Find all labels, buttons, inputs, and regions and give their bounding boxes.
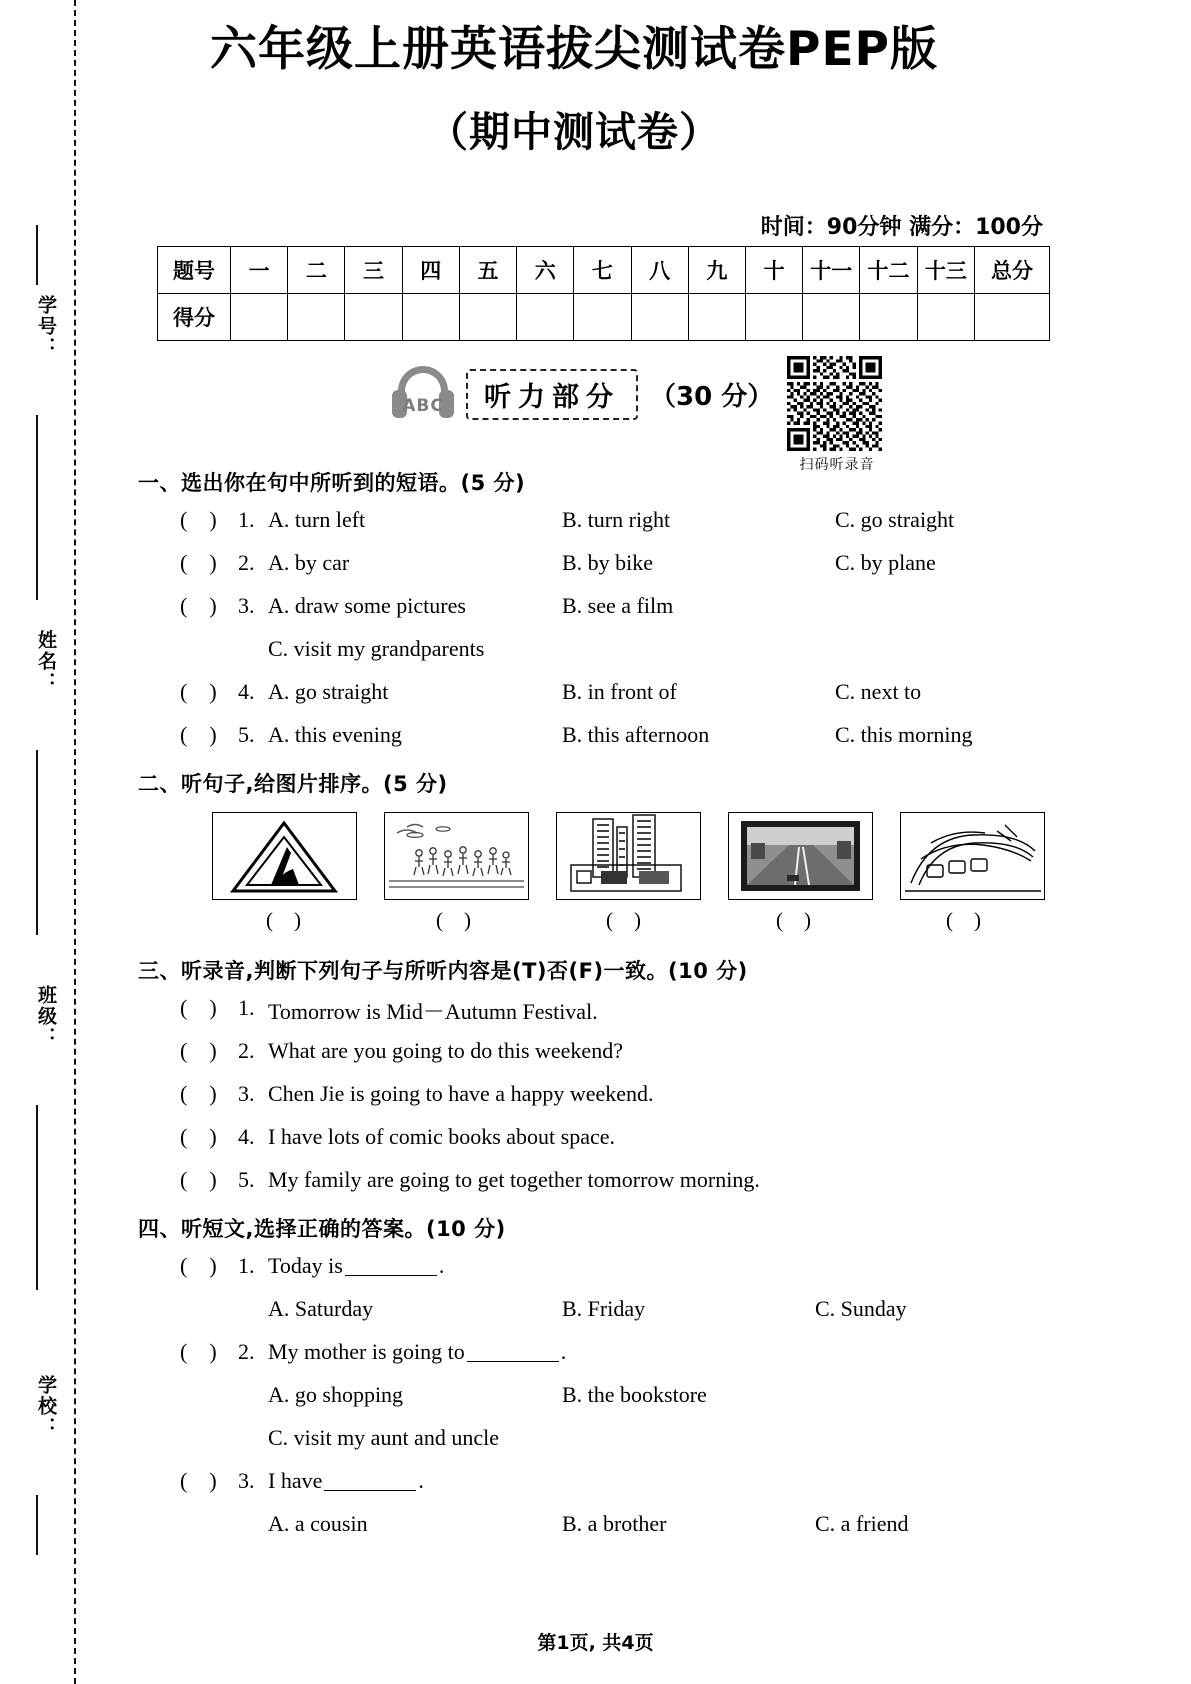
score-cell-11[interactable] — [803, 294, 860, 341]
qr-code-icon[interactable] — [787, 356, 882, 451]
score-col-5: 五 — [459, 247, 516, 294]
s4-question-2-options — [180, 1382, 1078, 1412]
s1-q3-option-a[interactable]: A. draw some pictures — [268, 593, 466, 618]
s1-q5-option-a[interactable]: A. this evening — [268, 722, 402, 747]
s3-q3-number: 3. — [238, 1081, 255, 1106]
s3-q3-bracket[interactable]: ( ) — [180, 1081, 217, 1106]
score-cell-7[interactable] — [574, 294, 631, 341]
score-table-row-label-question: 题号 — [158, 247, 231, 294]
picture-4[interactable] — [728, 812, 873, 900]
listening-part-title: 听力部分 — [466, 369, 638, 420]
s4-q3-stem-pre: I have — [268, 1468, 323, 1493]
s4-q3-bracket[interactable]: ( ) — [180, 1468, 217, 1493]
score-table-header-row — [158, 247, 1050, 294]
s4-q1-option-c[interactable]: C. Sunday — [815, 1296, 907, 1321]
score-col-13: 十三 — [917, 247, 974, 294]
s3-question-2 — [180, 1038, 1078, 1068]
s1-q5-bracket[interactable]: ( ) — [180, 722, 217, 747]
s1-question-4 — [180, 679, 1078, 709]
score-table — [157, 246, 1050, 341]
score-col-1: 一 — [231, 247, 288, 294]
buildings-picture — [557, 813, 700, 899]
score-col-11: 十一 — [803, 247, 860, 294]
margin-rule-2 — [36, 415, 38, 600]
score-table-row-label-score: 得分 — [158, 294, 231, 341]
score-cell-2[interactable] — [288, 294, 345, 341]
s3-question-3 — [180, 1081, 1078, 1111]
s4-q1-bracket[interactable]: ( ) — [180, 1253, 217, 1278]
s1-q4-option-b[interactable]: B. in front of — [562, 679, 677, 704]
s1-q1-option-a[interactable]: A. turn left — [268, 507, 366, 532]
s4-q2-stem-post: . — [560, 1339, 567, 1364]
s1-q5-number: 5. — [238, 722, 255, 747]
s4-q2-option-c[interactable]: C. visit my aunt and uncle — [268, 1425, 499, 1450]
s1-q2-option-c[interactable]: C. by plane — [835, 550, 936, 575]
s1-q4-bracket[interactable]: ( ) — [180, 679, 217, 704]
crowd-scene-picture — [385, 813, 528, 899]
picture-5[interactable] — [900, 812, 1045, 900]
s1-question-2 — [180, 550, 1078, 580]
score-cell-6[interactable] — [517, 294, 574, 341]
s4-q2-option-b[interactable]: B. the bookstore — [562, 1382, 707, 1407]
s1-q2-bracket[interactable]: ( ) — [180, 550, 217, 575]
score-table-value-row — [158, 294, 1050, 341]
picture-bracket-5[interactable]: ( ) — [946, 908, 981, 932]
s3-q2-bracket[interactable]: ( ) — [180, 1038, 217, 1063]
score-cell-12[interactable] — [860, 294, 917, 341]
s3-q5-bracket[interactable]: ( ) — [180, 1167, 217, 1192]
score-cell-4[interactable] — [402, 294, 459, 341]
margin-rule-5 — [36, 1495, 38, 1555]
score-col-3: 三 — [345, 247, 402, 294]
s3-question-1 — [180, 995, 1078, 1025]
score-col-6: 六 — [517, 247, 574, 294]
s3-q5-number: 5. — [238, 1167, 255, 1192]
road-sign-picture — [213, 813, 356, 899]
s3-q1-text: Tomorrow is Mid－Autumn Festival. — [268, 999, 598, 1024]
picture-ordering-row — [212, 812, 1078, 900]
s4-q2-stem-pre: My mother is going to — [268, 1339, 465, 1364]
s4-q2-answer-blank[interactable] — [467, 1361, 559, 1362]
margin-label-student-id: 学号： — [35, 295, 57, 358]
exam-subtitle: （期中测试卷） — [427, 108, 721, 157]
s3-q5-text: My family are going to get together tomorrow morning. — [268, 1167, 760, 1192]
s1-q2-number: 2. — [238, 550, 255, 575]
picture-bracket-4[interactable]: ( ) — [776, 908, 811, 932]
score-col-10: 十 — [745, 247, 802, 294]
s3-question-4 — [180, 1124, 1078, 1154]
s4-q1-stem-pre: Today is — [268, 1253, 343, 1278]
s4-question-1-options — [180, 1296, 1078, 1326]
s4-q1-answer-blank[interactable] — [345, 1275, 437, 1276]
s1-q3-option-c[interactable]: C. visit my grandparents — [268, 636, 485, 661]
s4-q3-stem-post: . — [418, 1468, 424, 1493]
s4-q3-option-c[interactable]: C. a friend — [815, 1511, 909, 1536]
s4-q3-option-a[interactable]: A. a cousin — [268, 1511, 368, 1536]
exam-title: 六年级上册英语拔尖测试卷PEP版 — [210, 22, 938, 77]
s4-question-2-options-wrap — [180, 1425, 1078, 1455]
score-col-8: 八 — [631, 247, 688, 294]
s4-q1-option-b[interactable]: B. Friday — [562, 1296, 646, 1321]
score-cell-3[interactable] — [345, 294, 402, 341]
margin-label-name: 姓名： — [35, 630, 57, 693]
s3-q4-text: I have lots of comic books about space. — [268, 1124, 616, 1149]
s3-q2-text: What are you going to do this weekend? — [268, 1038, 623, 1063]
section-1-heading: 一、选出你在句中所听到的短语。(5 分) — [138, 471, 526, 495]
s1-q4-option-a[interactable]: A. go straight — [268, 679, 389, 704]
score-cell-total[interactable] — [975, 294, 1050, 341]
s3-q3-text: Chen Jie is going to have a happy weekend. — [268, 1081, 654, 1106]
headphones-abc-label: ABC — [402, 396, 444, 416]
score-cell-8[interactable] — [631, 294, 688, 341]
s4-q3-number: 3. — [238, 1468, 255, 1493]
score-col-7: 七 — [574, 247, 631, 294]
s1-question-5 — [180, 722, 1078, 752]
highway-photo-picture — [729, 813, 872, 899]
picture-bracket-3[interactable]: ( ) — [606, 908, 641, 932]
s3-q2-number: 2. — [238, 1038, 255, 1063]
s1-q4-number: 4. — [238, 679, 255, 704]
headphones-icon — [390, 366, 456, 422]
listening-part-score: （30 分） — [650, 381, 774, 412]
score-col-9: 九 — [688, 247, 745, 294]
margin-label-class: 班级： — [35, 985, 57, 1048]
score-col-4: 四 — [402, 247, 459, 294]
s4-question-1 — [180, 1253, 1078, 1283]
picture-3[interactable] — [556, 812, 701, 900]
student-info-margin — [0, 0, 74, 1684]
picture-bracket-2[interactable]: ( ) — [436, 908, 471, 932]
listening-section-banner — [390, 366, 773, 422]
s1-question-3-wrap — [180, 636, 1078, 666]
s4-q1-number: 1. — [238, 1253, 255, 1278]
train-picture — [901, 813, 1044, 899]
s4-q3-stem — [268, 1468, 424, 1494]
s3-q1-bracket[interactable]: ( ) — [180, 995, 217, 1020]
margin-rule-3 — [36, 750, 38, 935]
qr-caption: 扫码听录音 — [799, 457, 875, 473]
score-cell-13[interactable] — [917, 294, 974, 341]
s1-q2-option-b[interactable]: B. by bike — [562, 550, 654, 575]
s1-q2-option-a[interactable]: A. by car — [268, 550, 350, 575]
s3-q1-number: 1. — [238, 995, 255, 1020]
score-cell-9[interactable] — [688, 294, 745, 341]
s4-question-3-options — [180, 1511, 1078, 1541]
score-col-2: 二 — [288, 247, 345, 294]
score-col-total: 总分 — [975, 247, 1050, 294]
section-2-heading: 二、听句子,给图片排序。(5 分) — [138, 772, 448, 796]
s4-question-2 — [180, 1339, 1078, 1369]
s4-q2-bracket[interactable]: ( ) — [180, 1339, 217, 1364]
s1-q4-option-c[interactable]: C. next to — [835, 679, 922, 704]
s4-q3-answer-blank[interactable] — [324, 1490, 416, 1491]
s1-q1-option-b[interactable]: B. turn right — [562, 507, 671, 532]
s3-question-5 — [180, 1167, 1078, 1197]
picture-2[interactable] — [384, 812, 529, 900]
s4-q2-number: 2. — [238, 1339, 255, 1364]
s4-q1-stem — [268, 1253, 444, 1279]
s3-q4-bracket[interactable]: ( ) — [180, 1124, 217, 1149]
s3-q4-number: 4. — [238, 1124, 255, 1149]
score-cell-10[interactable] — [745, 294, 802, 341]
s4-q1-stem-post: . — [438, 1253, 445, 1278]
s4-q1-option-a[interactable]: A. Saturday — [268, 1296, 374, 1321]
cut-line — [74, 0, 76, 1684]
picture-answer-brackets — [212, 908, 1078, 933]
s4-q3-option-b[interactable]: B. a brother — [562, 1511, 667, 1536]
s1-q3-bracket[interactable]: ( ) — [180, 593, 217, 618]
section-4-heading: 四、听短文,选择正确的答案。(10 分) — [138, 1217, 506, 1241]
score-cell-5[interactable] — [459, 294, 516, 341]
score-col-12: 十二 — [860, 247, 917, 294]
s1-q3-number: 3. — [238, 593, 255, 618]
s1-q3-option-b[interactable]: B. see a film — [562, 593, 674, 618]
s1-q1-number: 1. — [238, 507, 255, 532]
s4-q2-option-a[interactable]: A. go shopping — [268, 1382, 404, 1407]
s4-q2-stem — [268, 1339, 566, 1365]
s4-question-3 — [180, 1468, 1078, 1498]
s1-q1-bracket[interactable]: ( ) — [180, 507, 217, 532]
exam-info: 时间：90分钟 满分：100分 — [760, 215, 1043, 240]
s1-q5-option-b[interactable]: B. this afternoon — [562, 722, 710, 747]
page-title — [74, 22, 1074, 158]
page-footer: 第1页, 共4页 — [537, 1632, 654, 1654]
margin-label-school: 学校： — [35, 1375, 57, 1438]
s1-question-1 — [180, 507, 1078, 537]
picture-bracket-1[interactable]: ( ) — [266, 908, 301, 932]
score-cell-1[interactable] — [231, 294, 288, 341]
margin-rule-1 — [36, 225, 38, 285]
exam-content — [138, 455, 1078, 1554]
section-3-heading: 三、听录音,判断下列句子与所听内容是(T)否(F)一致。(10 分) — [138, 959, 748, 983]
s1-question-3 — [180, 593, 1078, 623]
margin-rule-4 — [36, 1105, 38, 1290]
s1-q5-option-c[interactable]: C. this morning — [835, 722, 973, 747]
s1-q1-option-c[interactable]: C. go straight — [835, 507, 955, 532]
picture-1[interactable] — [212, 812, 357, 900]
